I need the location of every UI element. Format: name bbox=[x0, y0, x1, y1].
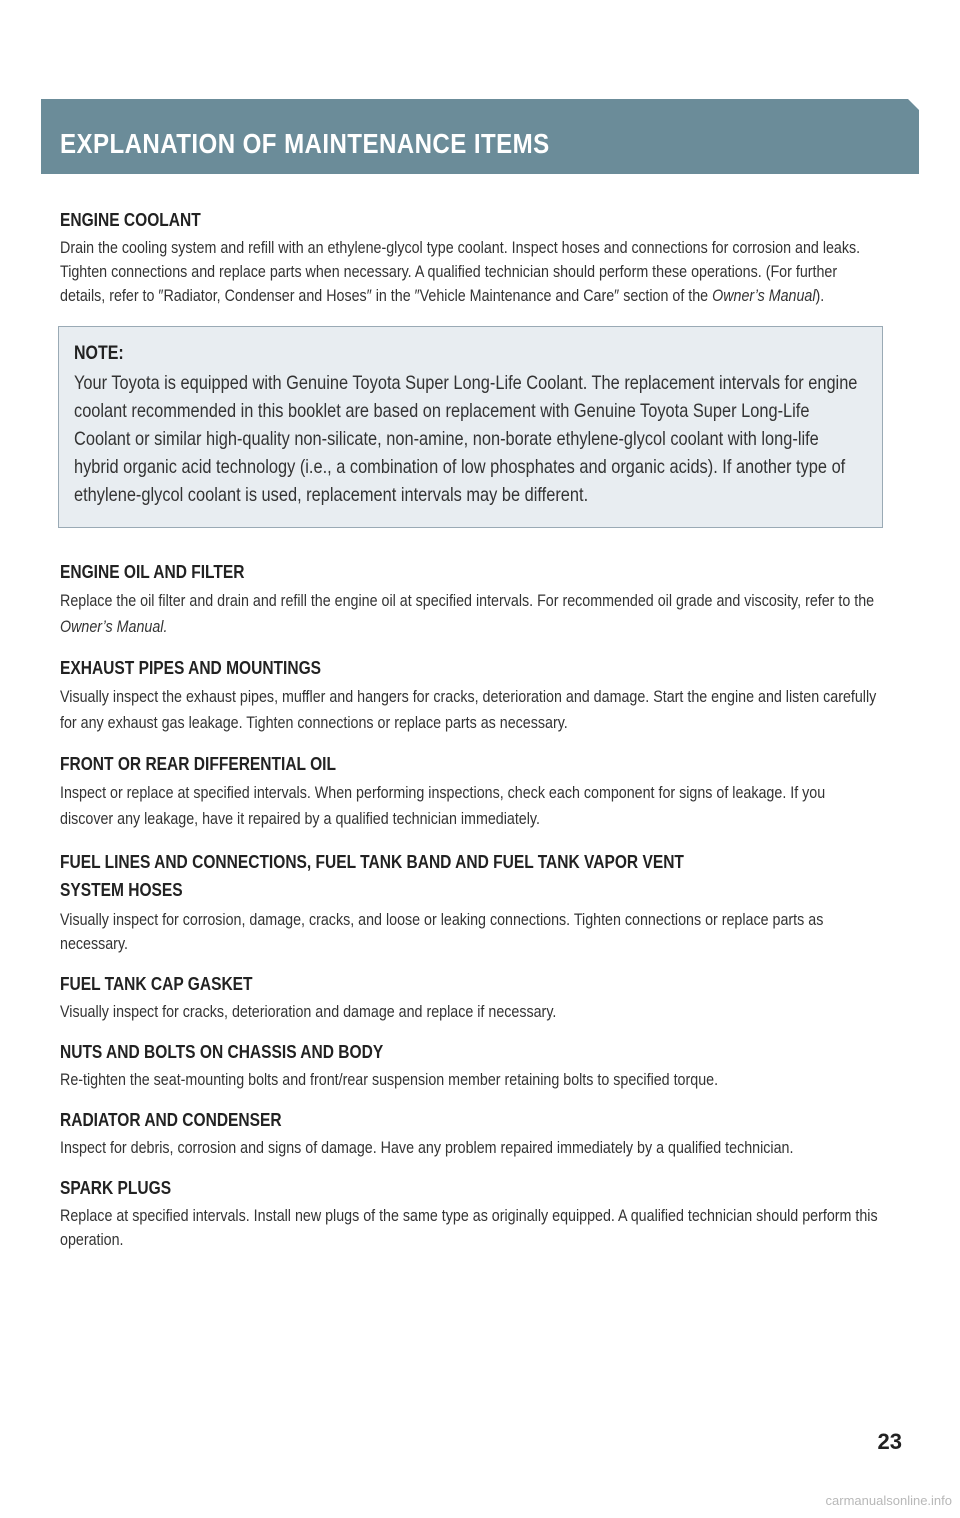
radiator-heading: RADIATOR AND CONDENSER bbox=[60, 1109, 282, 1130]
exhaust-section bbox=[60, 656, 882, 736]
maintenance-items-content bbox=[60, 208, 882, 1268]
page-number: 23 bbox=[877, 1429, 902, 1454]
spark-plugs-text: Replace at specified intervals. Install new plugs of the same type as originally equipped. A qualified technician should perform this operation. bbox=[60, 1206, 878, 1249]
fuel-cap-heading: FUEL TANK CAP GASKET bbox=[60, 973, 253, 994]
differential-text: Inspect or replace at specified intervals. When performing inspections, check each component for signs of leakage. If you discover any leakage, have it repaired by a qualified technician immediately. bbox=[60, 783, 826, 828]
engine-coolant-heading: ENGINE COOLANT bbox=[60, 209, 201, 230]
engine-oil-heading: ENGINE OIL AND FILTER bbox=[60, 561, 245, 582]
fuel-lines-heading: FUEL LINES AND CONNECTIONS, FUEL TANK BAND AND FUEL TANK VAPOR VENT SYSTEM HOSES bbox=[60, 851, 684, 900]
watermark: carmanualsonline.info bbox=[825, 1493, 952, 1508]
owners-manual-reference: Owner’s Manual bbox=[712, 286, 816, 305]
owners-manual-reference: Owner’s Manual. bbox=[60, 617, 168, 636]
nuts-bolts-heading: NUTS AND BOLTS ON CHASSIS AND BODY bbox=[60, 1041, 384, 1062]
fuel-cap-text: Visually inspect for cracks, deterioration and damage and replace if necessary. bbox=[60, 1002, 557, 1021]
nuts-bolts-text: Re-tighten the seat-mounting bolts and front/rear suspension member retaining bolts to specified torque. bbox=[60, 1070, 719, 1089]
exhaust-text: Visually inspect the exhaust pipes, muffler and hangers for cracks, deterioration and damage. Start the engine and listen carefully for any exhaust gas leakage. Tighten connections or replace parts as necessary. bbox=[60, 687, 877, 732]
engine-coolant-text: Drain the cooling system and refill with an ethylene-glycol type coolant. Inspect hoses and connections for corrosion and leaks. Tighten connections and replace parts when necessary. A qualified technician should perform these operations. (For further details, refer to ″Radiator, Condenser and Hoses″ in the ″Vehicle Maintenance and Care″ section of the Owner’s Manual). bbox=[60, 238, 861, 305]
spark-plugs-section bbox=[60, 1176, 882, 1252]
differential-heading: FRONT OR REAR DIFFERENTIAL OIL bbox=[60, 753, 336, 774]
fuel-lines-section bbox=[60, 848, 882, 956]
spark-plugs-heading: SPARK PLUGS bbox=[60, 1177, 172, 1198]
engine-oil-section bbox=[60, 560, 882, 640]
coolant-note-box bbox=[58, 326, 883, 528]
nuts-bolts-section bbox=[60, 1040, 882, 1092]
engine-oil-text: Replace the oil filter and drain and refill the engine oil at specified intervals. For recommended oil grade and viscosity, refer to the Owner’s Manual. bbox=[60, 591, 875, 636]
radiator-section bbox=[60, 1108, 882, 1160]
note-text: Your Toyota is equipped with Genuine Toyota Super Long-Life Coolant. The replacement intervals for engine coolant recommended in this booklet are based on replacement with Genuine Toyota Super Long-Life Coolant or similar high-quality non-silicate, non-amine, non-borate ethylene-glycol coolant with long-life hybrid organic acid technology (i.e., a combination of low phosphates and organic acids). If another type of ethylene-glycol coolant is used, replacement intervals may be different. bbox=[74, 372, 858, 506]
fuel-cap-section bbox=[60, 972, 882, 1024]
note-title: NOTE: bbox=[74, 343, 124, 364]
radiator-text: Inspect for debris, corrosion and signs of damage. Have any problem repaired immediately by a qualified technician. bbox=[60, 1138, 794, 1157]
exhaust-heading: EXHAUST PIPES AND MOUNTINGS bbox=[60, 657, 322, 678]
engine-coolant-section bbox=[60, 208, 882, 308]
page-title: EXPLANATION OF MAINTENANCE ITEMS bbox=[60, 128, 550, 159]
fuel-lines-text: Visually inspect for corrosion, damage, cracks, and loose or leaking connections. Tighten connections or replace parts as necessary. bbox=[60, 910, 824, 953]
differential-section bbox=[60, 752, 882, 832]
